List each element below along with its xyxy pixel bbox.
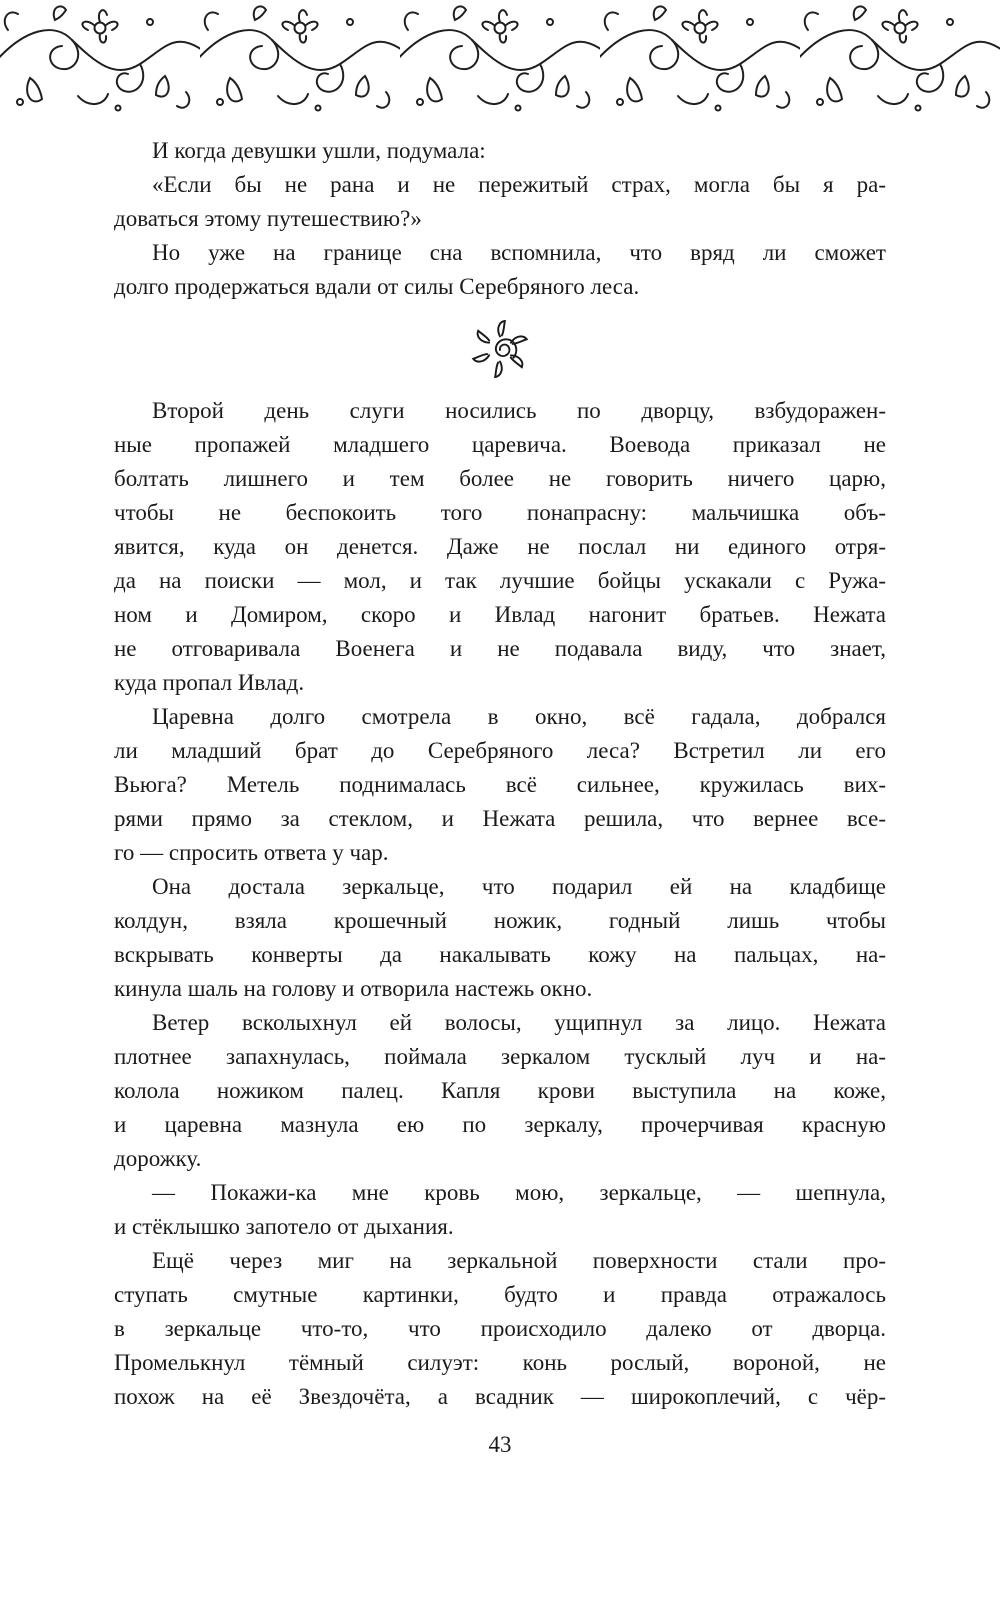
- text-section-1: [114, 134, 886, 304]
- page-number: 43: [488, 1432, 512, 1457]
- text-line: «Если бы не рана и не пережитый страх, могла бы я ра-: [152, 172, 886, 197]
- text-line: Но уже на границе сна вспомнила, что вряд ли сможет: [152, 240, 886, 265]
- text-line: колдун, взяла крошечный ножик, годный лишь чтобы: [114, 908, 886, 933]
- text-line: рями прямо за стеклом, и Нежата решила, что вернее все-: [114, 806, 886, 831]
- text-section-2: [114, 394, 886, 1414]
- swirl-flower-icon: [471, 320, 529, 378]
- text-line: болтать лишнего и тем более не говорить ничего царю,: [114, 466, 886, 491]
- text-line: чтобы не беспокоить того понапрасну: мальчишка объ-: [114, 500, 886, 525]
- text-line: — Покажи-ка мне кровь мою, зеркальце, — шепнула,: [152, 1180, 886, 1205]
- text-line: долго продержаться вдали от силы Серебряного леса.: [114, 274, 640, 299]
- text-line: да на поиски — мол, и так лучшие бойцы ускакали с Ружа-: [114, 568, 886, 593]
- text-line: дорожку.: [114, 1146, 202, 1171]
- text-line: И когда девушки ушли, подумала:: [152, 138, 486, 163]
- text-line: Ветер всколыхнул ей волосы, ущипнул за лицо. Нежата: [152, 1010, 886, 1035]
- text-line: колола ножиком палец. Капля крови выступила на коже,: [114, 1078, 886, 1103]
- text-line: явится, куда он денется. Даже не послал ни единого отря-: [114, 534, 886, 559]
- text-line: в зеркальце что-то, что происходило далеко от дворца.: [114, 1316, 886, 1341]
- text-line: куда пропал Ивлад.: [114, 670, 305, 695]
- section-divider: [114, 304, 886, 394]
- text-line: Вьюга? Метель поднималась всё сильнее, кружилась вих-: [114, 772, 886, 797]
- floral-vine-icon: [0, 0, 1000, 118]
- text-line: кинула шаль на голову и отворила настежь окно.: [114, 976, 593, 1001]
- floral-border-ornament: [0, 0, 1000, 118]
- text-line: и царевна мазнула ею по зеркалу, прочерчивая красную: [114, 1112, 886, 1137]
- text-line: Второй день слуги носились по дворцу, взбудоражен-: [152, 398, 886, 423]
- text-line: похож на её Звездочёта, а всадник — широкоплечий, с чёр-: [114, 1384, 886, 1409]
- text-line: ном и Домиром, скоро и Ивлад нагонит братьев. Нежата: [114, 602, 886, 627]
- text-line: доваться этому путешествию?»: [114, 206, 422, 231]
- text-line: и стёклышко запотело от дыхания.: [114, 1214, 454, 1239]
- text-line: Она достала зеркальце, что подарил ей на кладбище: [152, 874, 886, 899]
- text-line: Промелькнул тёмный силуэт: конь рослый, вороной, не: [114, 1350, 886, 1375]
- text-line: ные пропажей младшего царевича. Воевода приказал не: [114, 432, 886, 457]
- text-line: не отговаривала Военега и не подавала виду, что знает,: [114, 636, 886, 661]
- text-line: вскрывать конверты да накалывать кожу на пальцах, на-: [114, 942, 886, 967]
- page-text: [0, 118, 1000, 1414]
- text-line: плотнее запахнулась, поймала зеркалом тусклый луч и на-: [114, 1044, 886, 1069]
- text-line: Царевна долго смотрела в окно, всё гадала, добрался: [152, 704, 886, 729]
- text-line: ступать смутные картинки, будто и правда отражалось: [114, 1282, 886, 1307]
- text-line: го — спросить ответа у чар.: [114, 840, 389, 865]
- text-line: ли младший брат до Серебряного леса? Встретил ли его: [114, 738, 886, 763]
- text-line: Ещё через миг на зеркальной поверхности стали про-: [152, 1248, 886, 1273]
